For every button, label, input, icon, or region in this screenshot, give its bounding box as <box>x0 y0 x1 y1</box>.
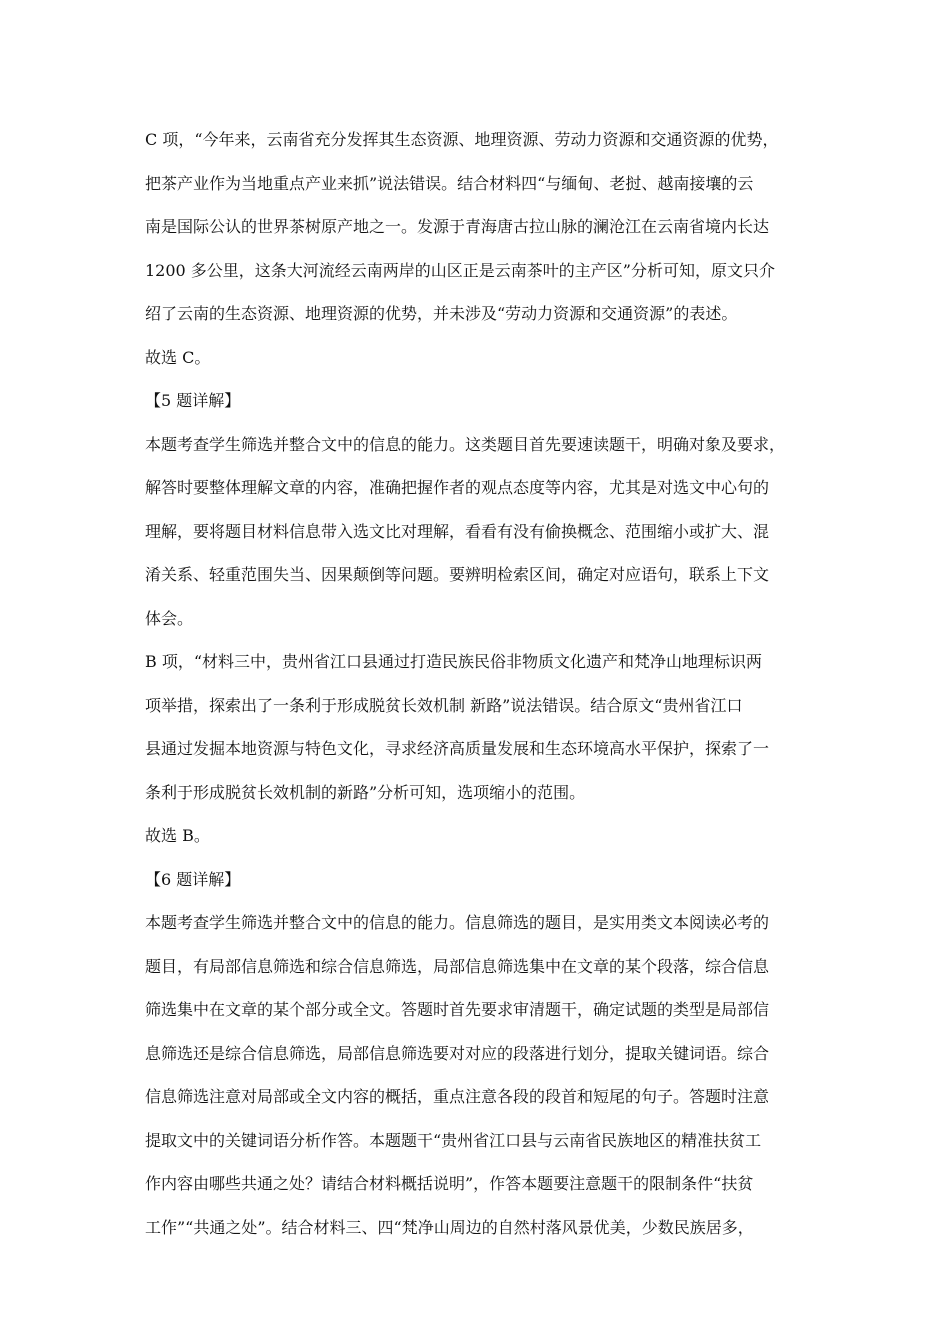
paragraph-line-25: 作内容由哪些共通之处？请结合材料概括说明”，作答本题要注意题干的限制条件“扶贫 <box>145 1174 754 1193</box>
answer-line-c: 故选 C。 <box>145 347 211 367</box>
paragraph-line-24: 提取文中的关键词语分析作答。本题题干“贵州省江口县与云南省民族地区的精准扶贫工 <box>145 1130 762 1150</box>
paragraph-line-12: 体会。 <box>145 608 194 628</box>
paragraph-line-05: 绍了云南的生态资源、地理资源的优势，并未涉及“劳动力资源和交通资源”的表述。 <box>145 304 738 323</box>
paragraph-line-13: B 项，“材料三中，贵州省江口县通过打造民族民俗非物质文化遗产和梵净山地理标识两 <box>145 652 763 671</box>
section-heading-q6: 【6 题详解】 <box>145 869 241 889</box>
paragraph-line-26: 工作”“共通之处”。结合材料三、四“梵净山周边的自然村落风景优美，少数民族居多， <box>145 1217 754 1237</box>
paragraph-line-22: 息筛选还是综合信息筛选，局部信息筛选要对对应的段落进行划分，提取关键词语。综合 <box>145 1043 770 1063</box>
paragraph-line-08: 本题考查学生筛选并整合文中的信息的能力。这类题目首先要速读题干，明确对象及要求， <box>145 434 786 454</box>
paragraph-line-11: 淆关系、轻重范围失当、因果颠倒等问题。要辨明检索区间，确定对应语句，联系上下文 <box>145 565 770 584</box>
paragraph-line-20: 题目，有局部信息筛选和综合信息筛选，局部信息筛选集中在文章的某个段落，综合信息 <box>145 956 770 976</box>
paragraph-line-14: 项举措，探索出了一条利于形成脱贫长效机制 新路”说法错误。结合原文“贵州省江口 <box>145 695 743 715</box>
paragraph-line-16: 条利于形成脱贫长效机制的新路”分析可知，选项缩小的范围。 <box>145 782 586 802</box>
document-body <box>145 118 825 1249</box>
paragraph-line-23: 信息筛选注意对局部或全文内容的概括，重点注意各段的段首和短尾的句子。答题时注意 <box>145 1087 770 1106</box>
paragraph-line-09: 解答时要整体理解文章的内容，准确把握作者的观点态度等内容，尤其是对选文中心句的 <box>145 478 770 497</box>
paragraph-line-02: 把茶产业作为当地重点产业来抓”说法错误。结合材料四“与缅甸、老挝、越南接壤的云 <box>145 173 754 193</box>
paragraph-line-03: 南是国际公认的世界茶树原产地之一。发源于青海唐古拉山脉的澜沧江在云南省境内长达 <box>145 217 770 236</box>
paragraph-line-01: C 项，“今年来，云南省充分发挥其生态资源、地理资源、劳动力资源和交通资源的优势， <box>145 130 779 149</box>
answer-line-b: 故选 B。 <box>145 826 210 845</box>
paragraph-line-21: 筛选集中在文章的某个部分或全文。答题时首先要求审清题干，确定试题的类型是局部信 <box>145 1000 770 1019</box>
section-heading-q5: 【5 题详解】 <box>145 391 241 410</box>
paragraph-line-15: 县通过发掘本地资源与特色文化，寻求经济高质量发展和生态环境高水平保护，探索了一 <box>145 739 770 758</box>
paragraph-line-04: 1200 多公里，这条大河流经云南两岸的山区正是云南茶叶的主产区”分析可知，原文只介 <box>145 260 775 280</box>
paragraph-line-19: 本题考查学生筛选并整合文中的信息的能力。信息筛选的题目，是实用类文本阅读必考的 <box>145 913 770 932</box>
paragraph-line-10: 理解，要将题目材料信息带入选文比对理解，看看有没有偷换概念、范围缩小或扩大、混 <box>145 521 770 541</box>
